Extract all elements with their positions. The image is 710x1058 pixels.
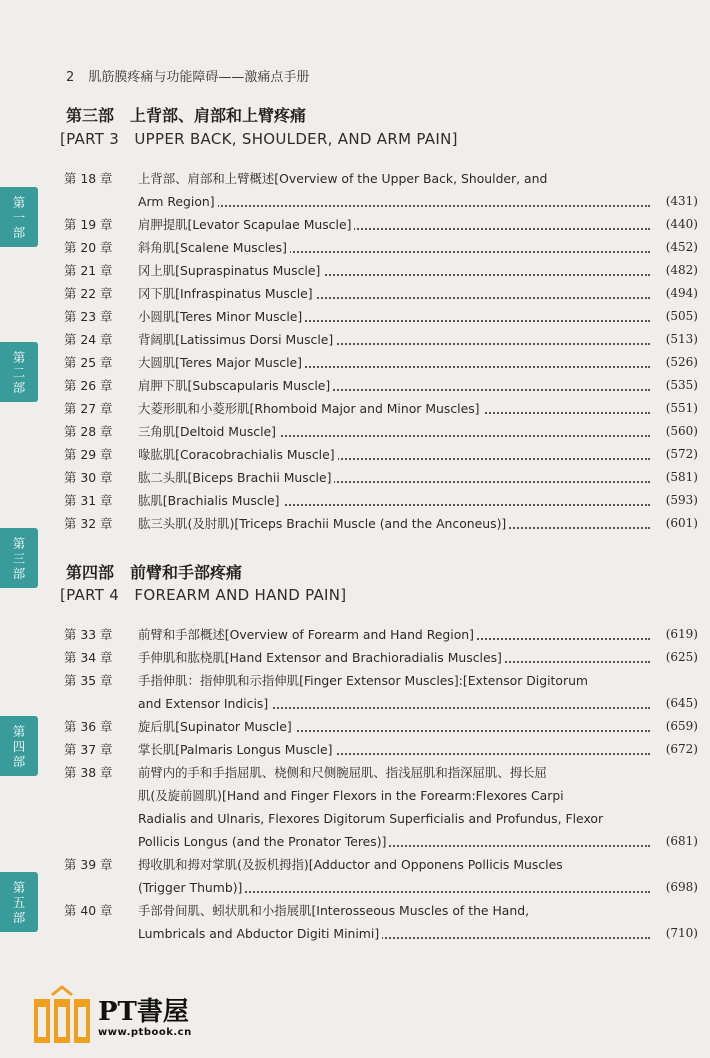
page-ref: (535) — [662, 374, 698, 397]
chapter-title: 冈下肌[Infraspinatus Muscle] — [138, 282, 698, 305]
chapter-title-line1: 手指伸肌：指伸肌和示指伸肌[Finger Extensor Muscles]:[Extensor Digitorum — [138, 669, 698, 692]
toc-row[interactable] — [62, 259, 698, 282]
chapter-title: 大菱形肌和小菱形肌[Rhomboid Major and Minor Muscles] — [138, 397, 698, 420]
toc-row[interactable] — [62, 853, 698, 899]
chapter-number: 第 36 章 — [64, 719, 113, 734]
chapter-title: 肱二头肌[Biceps Brachii Muscle] — [138, 466, 698, 489]
toc-row[interactable] — [62, 899, 698, 945]
chapter-title-line1: 前臂内的手和手指屈肌、桡侧和尺侧腕屈肌、指浅屈肌和指深屈肌、拇长屈 — [138, 761, 698, 784]
chapter-title-line2: (Trigger Thumb)] — [138, 876, 698, 899]
toc-row[interactable] — [62, 420, 698, 443]
toc-row[interactable] — [62, 715, 698, 738]
chapter-title-line1: 拇收肌和拇对掌肌(及扳机拇指)[Adductor and Opponens Pollicis Muscles — [138, 853, 698, 876]
chapter-title-line2: 肌(及旋前圆肌)[Hand and Finger Flexors in the Forearm:Flexores Carpi — [138, 784, 698, 807]
chapter-number: 第 24 章 — [64, 332, 113, 347]
toc-row[interactable] — [62, 167, 698, 213]
side-tab-part2[interactable]: 第 二 部 — [0, 342, 38, 402]
chapter-title: 肱肌[Brachialis Muscle] — [138, 489, 698, 512]
toc-row[interactable] — [62, 646, 698, 669]
page-ref: (494) — [662, 282, 698, 305]
chapter-number: 第 22 章 — [64, 286, 113, 301]
part3-title-cn: 第三部 上背部、肩部和上臂疼痛 — [66, 106, 307, 125]
chapter-title: 喙肱肌[Coracobrachialis Muscle] — [138, 443, 698, 466]
chapter-title: 斜角肌[Scalene Muscles] — [138, 236, 698, 259]
side-tab-part4[interactable]: 第 四 部 — [0, 716, 38, 776]
chapter-number: 第 18 章 — [64, 171, 113, 186]
chapter-title: 肩胛提肌[Levator Scapulae Muscle] — [138, 213, 698, 236]
chapter-number: 第 19 章 — [64, 217, 113, 232]
chapter-number: 第 34 章 — [64, 650, 113, 665]
chapter-number: 第 21 章 — [64, 263, 113, 278]
chapter-number: 第 30 章 — [64, 470, 113, 485]
page-ref: (513) — [662, 328, 698, 351]
chapter-number: 第 25 章 — [64, 355, 113, 370]
part4-title-en: [PART 4 FOREARM AND HAND PAIN] — [60, 586, 347, 604]
chapter-number: 第 28 章 — [64, 424, 113, 439]
chapter-number: 第 33 章 — [64, 627, 113, 642]
page-number: 2 — [66, 70, 75, 85]
chapter-number: 第 20 章 — [64, 240, 113, 255]
logo-brand: PT書屋 — [98, 997, 189, 1027]
page-ref: (526) — [662, 351, 698, 374]
page-ref: (452) — [662, 236, 698, 259]
toc-row[interactable] — [62, 397, 698, 420]
toc-row[interactable] — [62, 489, 698, 512]
page-ref: (625) — [662, 646, 698, 669]
page-ref: (710) — [662, 922, 698, 945]
chapter-number: 第 31 章 — [64, 493, 113, 508]
page-ref: (572) — [662, 443, 698, 466]
toc-row[interactable] — [62, 213, 698, 236]
page-ref: (681) — [662, 830, 698, 853]
chapter-title-line2: Lumbricals and Abductor Digiti Minimi] — [138, 922, 698, 945]
toc-row[interactable] — [62, 236, 698, 259]
chapter-title-line2: Arm Region] — [138, 190, 698, 213]
chapter-title: 手伸肌和肱桡肌[Hand Extensor and Brachioradialis Muscles] — [138, 646, 698, 669]
toc-row[interactable] — [62, 305, 698, 328]
chapter-title: 肱三头肌(及肘肌)[Triceps Brachii Muscle (and the Anconeus)] — [138, 512, 698, 535]
chapter-title-line1: 手部骨间肌、蚓状肌和小指展肌[Interosseous Muscles of the Hand, — [138, 899, 698, 922]
running-header — [66, 66, 309, 85]
ptbook-logo — [32, 985, 292, 1047]
chapter-number: 第 32 章 — [64, 516, 113, 531]
chapter-title: 大圆肌[Teres Major Muscle] — [138, 351, 698, 374]
chapter-number: 第 38 章 — [64, 765, 113, 780]
chapter-number: 第 26 章 — [64, 378, 113, 393]
chapter-number: 第 40 章 — [64, 903, 113, 918]
side-tab-part3[interactable]: 第 三 部 — [0, 528, 38, 588]
part4-title-cn: 第四部 前臂和手部疼痛 — [66, 563, 243, 582]
page-ref: (440) — [662, 213, 698, 236]
page-ref: (601) — [662, 512, 698, 535]
logo-url: www.ptbook.cn — [98, 1027, 192, 1038]
chapter-title: 冈上肌[Supraspinatus Muscle] — [138, 259, 698, 282]
book-title: 肌筋膜疼痛与功能障碍——激痛点手册 — [88, 70, 310, 85]
toc-row[interactable] — [62, 328, 698, 351]
page-ref: (659) — [662, 715, 698, 738]
side-tab-part5[interactable]: 第 五 部 — [0, 872, 38, 932]
chapter-number: 第 37 章 — [64, 742, 113, 757]
chapter-number: 第 29 章 — [64, 447, 113, 462]
page-ref: (672) — [662, 738, 698, 761]
toc-row[interactable] — [62, 374, 698, 397]
toc-row[interactable] — [62, 282, 698, 305]
toc-row[interactable] — [62, 738, 698, 761]
page-ref: (560) — [662, 420, 698, 443]
toc-row[interactable] — [62, 512, 698, 535]
page-ref: (593) — [662, 489, 698, 512]
side-tab-part1[interactable]: 第 一 部 — [0, 187, 38, 247]
chapter-number: 第 35 章 — [64, 673, 113, 688]
chapter-title: 旋后肌[Supinator Muscle] — [138, 715, 698, 738]
chapter-title-line2: and Extensor Indicis] — [138, 692, 698, 715]
toc-row[interactable] — [62, 443, 698, 466]
page-ref: (482) — [662, 259, 698, 282]
page-ref: (581) — [662, 466, 698, 489]
toc-row[interactable] — [62, 761, 698, 853]
chapter-title: 背阔肌[Latissimus Dorsi Muscle] — [138, 328, 698, 351]
page-ref: (698) — [662, 876, 698, 899]
chapter-title: 三角肌[Deltoid Muscle] — [138, 420, 698, 443]
chapter-number: 第 39 章 — [64, 857, 113, 872]
page-ref: (645) — [662, 692, 698, 715]
chapter-number: 第 23 章 — [64, 309, 113, 324]
toc-row[interactable] — [62, 669, 698, 715]
part3-title-en: [PART 3 UPPER BACK, SHOULDER, AND ARM PAIN] — [60, 130, 458, 148]
chapter-number: 第 27 章 — [64, 401, 113, 416]
page-ref: (551) — [662, 397, 698, 420]
chapter-title: 掌长肌[Palmaris Longus Muscle] — [138, 738, 698, 761]
chapter-title-line1: 上背部、肩部和上臂概述[Overview of the Upper Back, Shoulder, and — [138, 167, 698, 190]
toc-row[interactable] — [62, 466, 698, 489]
page-ref: (431) — [662, 190, 698, 213]
chapter-title: 小圆肌[Teres Minor Muscle] — [138, 305, 698, 328]
chapter-title-line3: Radialis and Ulnaris, Flexores Digitorum Superficialis and Profundus, Flexor — [138, 807, 698, 830]
page-ref: (619) — [662, 623, 698, 646]
toc-row[interactable] — [62, 351, 698, 374]
chapter-title-line4: Pollicis Longus (and the Pronator Teres)] — [138, 830, 698, 853]
chapter-title: 前臂和手部概述[Overview of Forearm and Hand Region] — [138, 623, 698, 646]
chapter-title: 肩胛下肌[Subscapularis Muscle] — [138, 374, 698, 397]
page-ref: (505) — [662, 305, 698, 328]
toc-row[interactable] — [62, 623, 698, 646]
